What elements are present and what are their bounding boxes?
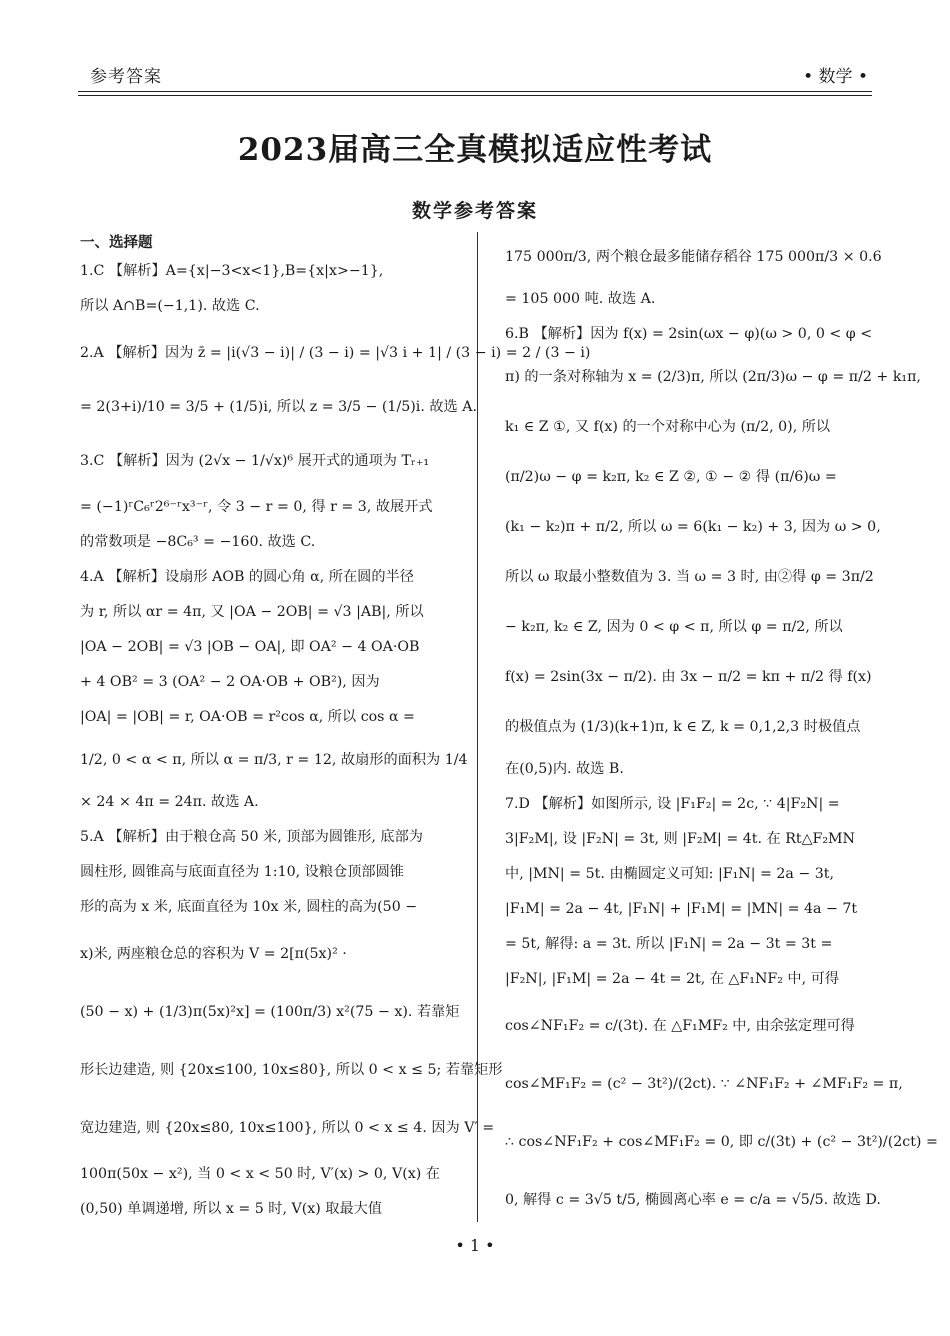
header-left-label: 参考答案	[90, 67, 162, 87]
answer-line: ∴ cos∠NF₁F₂ + cos∠MF₁F₂ = 0, 即 c/(3t) + (c² − 3t²)/(2ct) =	[505, 1134, 938, 1150]
answer-line: (50 − x) + (1/3)π(5x)²x] = (100π/3) x²(75 − x). 若靠矩	[80, 1004, 460, 1020]
answer-line: cos∠MF₁F₂ = (c² − 3t²)/(2ct). ∵ ∠NF₁F₂ + ∠MF₁F₂ = π,	[505, 1076, 903, 1092]
page-number: • 1 •	[455, 1236, 495, 1255]
answer-line: k₁ ∈ Z ①, 又 f(x) 的一个对称中心为 (π/2, 0), 所以	[505, 419, 831, 435]
answer-line: 100π(50x − x²), 当 0 < x < 50 时, V′(x) > 0, V(x) 在	[80, 1166, 440, 1182]
answer-line: 175 000π/3, 两个粮仓最多能储存稻谷 175 000π/3 × 0.6	[505, 249, 882, 265]
answer-line: x)米, 两座粮仓总的容积为 V = 2[π(5x)² ·	[80, 946, 347, 962]
answer-line: 0, 解得 c = 3√5 t/5, 椭圆离心率 e = c/a = √5/5. 故选 D.	[505, 1192, 881, 1208]
answer-line: 所以 ω 取最小整数值为 3. 当 ω = 3 时, 由②得 φ = 3π/2	[505, 569, 874, 585]
answer-line: = (−1)ʳC₆ʳ2⁶⁻ʳx³⁻ʳ, 令 3 − r = 0, 得 r = 3, 故展开式	[80, 499, 433, 515]
answer-line: = 105 000 吨. 故选 A.	[505, 291, 656, 307]
answer-line: 宽边建造, 则 {20x≤80, 10x≤100}, 所以 0 < x ≤ 4. 因为 V′ =	[80, 1120, 495, 1136]
right-column	[505, 232, 938, 1229]
answer-line: + 4 OB² = 3 (OA² − 2 OA·OB + OB²), 因为	[80, 674, 380, 690]
answer-line: 5.A 【解析】由于粮仓高 50 米, 顶部为圆锥形, 底部为	[80, 829, 423, 845]
answer-line: 形的高为 x 米, 底面直径为 10x 米, 圆柱的高为(50 −	[80, 899, 418, 915]
answer-line: 2.A 【解析】因为 z̄ = |i(√3 − i)| / (3 − i) = |√3 i + 1| / (3 − i) = 2 / (3 − i)	[80, 345, 591, 361]
exam-title: 2023届高三全真模拟适应性考试	[237, 132, 713, 168]
answer-line: |F₂N|, |F₁M| = 2a − 4t = 2t, 在 △F₁NF₂ 中, 可得	[505, 971, 840, 987]
answer-line: 所以 A∩B=(−1,1). 故选 C.	[80, 298, 260, 314]
answer-line: |OA − 2OB| = √3 |OB − OA|, 即 OA² − 4 OA·OB	[80, 639, 420, 655]
header-rule-thin	[78, 95, 872, 96]
header-right-label: • 数学 •	[803, 67, 868, 87]
header-rule	[78, 91, 872, 92]
answer-line: (0,50) 单调递增, 所以 x = 5 时, V(x) 取最大值	[80, 1201, 383, 1217]
answer-line: (π/2)ω − φ = k₂π, k₂ ∈ Z ②, ① − ② 得 (π/6)ω =	[505, 469, 837, 485]
answer-line: 形长边建造, 则 {20x≤100, 10x≤80}, 所以 0 < x ≤ 5; 若靠矩形	[80, 1062, 503, 1078]
answer-line: 1.C 【解析】A={x|−3<x<1},B={x|x>−1},	[80, 263, 384, 279]
answer-line: 3|F₂M|, 设 |F₂N| = 3t, 则 |F₂M| = 4t. 在 Rt△F₂MN	[505, 831, 855, 847]
answer-line: = 5t, 解得: a = 3t. 所以 |F₁N| = 2a − 3t = 3t =	[505, 936, 833, 952]
answer-line: |F₁M| = 2a − 4t, |F₁N| + |F₁M| = |MN| = 4a − 7t	[505, 901, 858, 917]
answer-line: 3.C 【解析】因为 (2√x − 1/√x)⁶ 展开式的通项为 Tᵣ₊₁	[80, 453, 430, 469]
answer-line: π) 的一条对称轴为 x = (2/3)π, 所以 (2π/3)ω − φ = π/2 + k₁π,	[505, 369, 921, 385]
answer-line: 圆柱形, 圆锥高与底面直径为 1:10, 设粮仓顶部圆锥	[80, 864, 404, 880]
answer-line: cos∠NF₁F₂ = c/(3t). 在 △F₁MF₂ 中, 由余弦定理可得	[505, 1018, 855, 1034]
answer-line: f(x) = 2sin(3x − π/2). 由 3x − π/2 = kπ + π/2 得 f(x)	[505, 669, 872, 685]
section-heading: 一、选择题	[80, 234, 153, 251]
answer-line: 4.A 【解析】设扇形 AOB 的圆心角 α, 所在圆的半径	[80, 569, 414, 585]
answer-line: × 24 × 4π = 24π. 故选 A.	[80, 794, 259, 810]
answer-line: 7.D 【解析】如图所示, 设 |F₁F₂| = 2c, ∵ 4|F₂N| =	[505, 796, 840, 812]
answer-line: 的极值点为 (1/3)(k+1)π, k ∈ Z, k = 0,1,2,3 时极值点	[505, 719, 861, 735]
answer-line: 6.B 【解析】因为 f(x) = 2sin(ωx − φ)(ω > 0, 0 < φ <	[505, 326, 873, 342]
answer-line: = 2(3+i)/10 = 3/5 + (1/5)i, 所以 z = 3/5 − (1/5)i. 故选 A.	[80, 399, 477, 415]
answer-line: 1/2, 0 < α < π, 所以 α = π/3, r = 12, 故扇形的面积为 1/4	[80, 752, 468, 768]
answer-line: 为 r, 所以 αr = 4π, 又 |OA − 2OB| = √3 |AB|, 所以	[80, 604, 424, 620]
answer-line: |OA| = |OB| = r, OA·OB = r²cos α, 所以 cos α =	[80, 709, 415, 725]
answer-line: − k₂π, k₂ ∈ Z, 因为 0 < φ < π, 所以 φ = π/2, 所以	[505, 619, 843, 635]
answer-subtitle: 数学参考答案	[411, 200, 538, 222]
answer-line: 中, |MN| = 5t. 由椭圆定义可知: |F₁N| = 2a − 3t,	[505, 866, 835, 882]
answer-line: 在(0,5)内. 故选 B.	[505, 761, 624, 777]
answer-line: (k₁ − k₂)π + π/2, 所以 ω = 6(k₁ − k₂) + 3, 因为 ω > 0,	[505, 519, 881, 535]
answer-line: 的常数项是 −8C₆³ = −160. 故选 C.	[80, 534, 316, 550]
